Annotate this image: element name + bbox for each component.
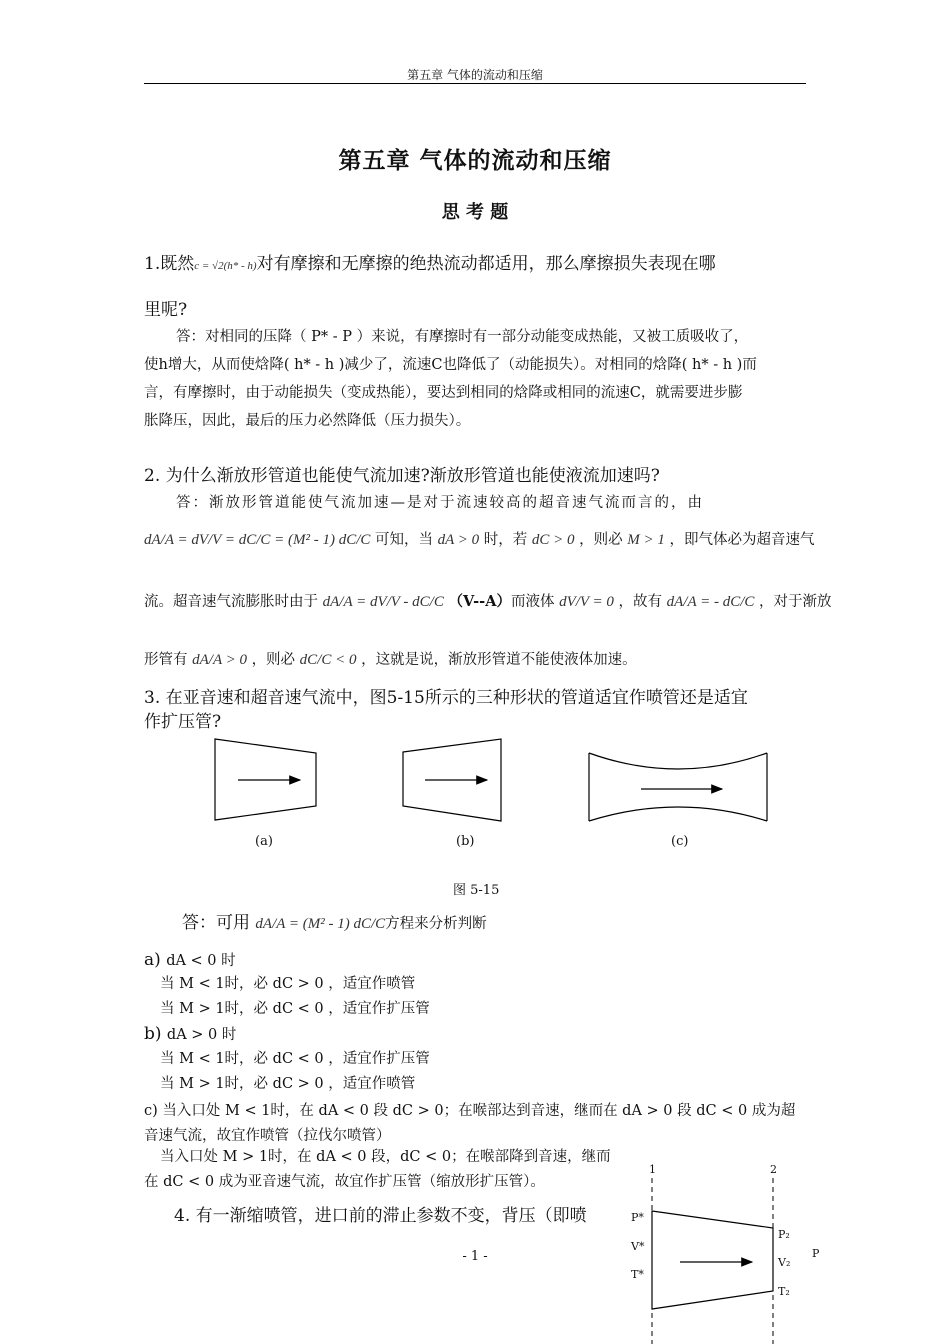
q3-case-a	[144, 949, 236, 970]
chapter-title: 第五章 气体的流动和压缩	[338, 147, 612, 174]
figure-5-15-c	[589, 753, 767, 821]
q3-intro-text: 答：可用	[182, 913, 250, 933]
q2-text-3d: ，故有	[618, 594, 663, 610]
q2-eq2: dA/A = dV/V - dC/C	[322, 594, 444, 610]
case-b-label: b)	[144, 1024, 162, 1044]
case-a-label: a)	[144, 950, 161, 970]
q2-text-3a: 流。超音速气流膨胀时由于	[144, 594, 318, 610]
q2-eq6: dC/C < 0	[299, 652, 357, 668]
q3-question-line1: 3. 在亚音速和超音速气流中，图5-15所示的三种形状的管道适宜作喷管还是适宜	[144, 688, 748, 708]
fig-label-a: (a)	[255, 834, 273, 849]
q2-text-4b: ，则必	[251, 652, 296, 668]
q2-va-label: （V--A）	[448, 593, 511, 610]
q1-line1-post: 对有摩擦和无摩擦的绝热流动都适用，那么摩擦损失表现在哪	[256, 254, 716, 274]
running-header: 第五章 气体的流动和压缩	[407, 68, 543, 82]
q1-line1-pre: 1.既然	[144, 254, 195, 274]
section-subtitle: 思 考 题	[441, 202, 509, 223]
nozzle-p-in: P*	[631, 1211, 644, 1224]
case-c-line1: c) 当入口处 M < 1时，在 dA < 0 段 dC > 0；在喉部达到音速，继而在 dA > 0 段 dC < 0 成为超	[144, 1103, 796, 1119]
q2-text-3e: ，对于渐放	[759, 594, 832, 610]
q2-text-a: 可知，当	[375, 532, 434, 548]
q2-eq3: dV/V = 0	[559, 594, 614, 610]
figure-caption: 图 5-15	[453, 883, 500, 898]
q1-answer-line1: 答：对相同的压降（ P* - P ）来说，有摩擦时有一部分动能变成热能，又被工质吸收了，	[176, 329, 749, 345]
case-b-condition: dA > 0 时	[166, 1027, 237, 1043]
q3-intro-text2: 方程来分析判断	[385, 916, 487, 932]
nozzle-v-in: V*	[631, 1240, 645, 1253]
q2-text-d: ，即气体必为超音速气	[669, 532, 815, 548]
fig-label-b: (b)	[456, 834, 475, 849]
nozzle-t-out: T₂	[778, 1285, 790, 1298]
q2-text-3c: 而液体	[510, 594, 555, 610]
q2-text-4a: 形管有	[144, 652, 188, 668]
q3-answer-intro	[182, 908, 487, 933]
q2-dA-pos: dA > 0	[437, 532, 480, 548]
case-a-condition: dA < 0 时	[166, 953, 236, 969]
q2-answer-line1: 答：渐放形管道能使气流加速—是对于流速较高的超音速气流而言的，由	[176, 495, 704, 511]
case-c-line4: 在 dC < 0 成为亚音速气流，故宜作扩压管（缩放形扩压管）。	[144, 1174, 545, 1190]
page-number: - 1 -	[462, 1249, 488, 1264]
q4-question: 4. 有一渐缩喷管，进口前的滞止参数不变，背压（即喷	[174, 1206, 587, 1226]
case-b-line1: 当 M < 1时，必 dC < 0 ，适宜作扩压管	[160, 1051, 430, 1067]
q2-text-b: 时，若	[483, 532, 528, 548]
q1-answer-line2: 使h增大，从而使焓降( h* - h )减少了，流速C也降低了（动能损失）。对相同的焓降( h* - h )而	[144, 357, 757, 373]
q2-eq5: dA/A > 0	[192, 652, 247, 668]
figure-5-15-a	[215, 739, 316, 820]
q2-M-gt: M > 1	[627, 532, 665, 548]
q2-eq4: dA/A = - dC/C	[666, 594, 755, 610]
case-b-line2: 当 M > 1时，必 dC > 0 ，适宜作喷管	[160, 1076, 416, 1092]
case-a-line1: 当 M < 1时，必 dC > 0 ，适宜作喷管	[160, 976, 416, 992]
q1-answer-line4: 胀降压，因此，最后的压力必然降低（压力损失）。	[144, 413, 471, 429]
case-c-line3: 当入口处 M > 1时，在 dA < 0 段，dC < 0；在喉部降到音速，继而	[160, 1149, 611, 1165]
nozzle-t-in: T*	[631, 1268, 644, 1281]
nozzle-section-2: 2	[770, 1163, 777, 1176]
q3-intro-eq: dA/A = (M² - 1) dC/C	[255, 916, 386, 932]
case-a-line2: 当 M > 1时，必 dC < 0 ，适宜作扩压管	[160, 1001, 430, 1017]
nozzle-section-1: 1	[649, 1163, 656, 1176]
q1-line2: 里呢?	[144, 300, 188, 320]
q1-answer-line3: 言，有摩擦时，由于动能损失（变成热能），要达到相同的焓降或相同的流速C，就需要进步膨	[144, 385, 743, 401]
q3-question-line2: 作扩压管?	[144, 712, 222, 732]
q2-dC-pos: dC > 0	[531, 532, 575, 548]
q2-eq1: dA/A = dV/V = dC/C = (M² - 1) dC/C	[144, 532, 371, 548]
nozzle-v-out: V₂	[778, 1256, 791, 1269]
q2-question: 2. 为什么渐放形管道也能使气流加速?渐放形管道也能使液流加速吗?	[144, 466, 660, 486]
q3-case-b	[144, 1023, 236, 1044]
nozzle-back-pressure: P	[812, 1247, 820, 1260]
fig-label-c: (c)	[671, 834, 689, 849]
q2-text-4c: ，这就是说，渐放形管道不能使液体加速。	[361, 652, 637, 668]
nozzle-p-out: P₂	[778, 1228, 790, 1241]
case-c-line2: 音速气流，故宜作喷管（拉伐尔喷管）	[144, 1128, 391, 1144]
q1-formula: c = √2(h* - h)	[194, 260, 257, 272]
figure-5-15-b	[403, 739, 501, 821]
q2-text-c: ，则必	[579, 532, 623, 548]
